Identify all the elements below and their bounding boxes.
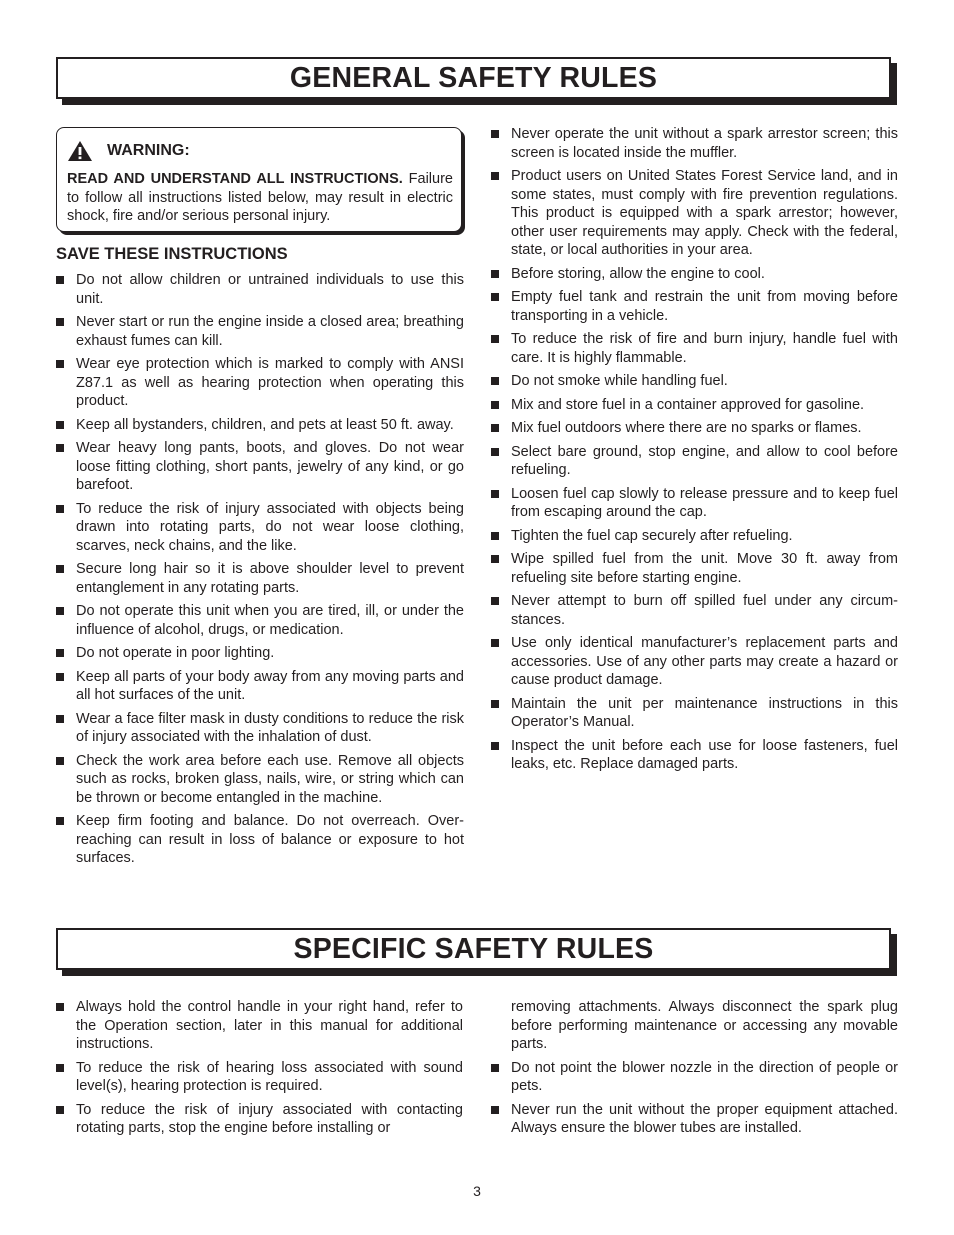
list-item-text: Wipe spilled fuel from the unit. Move 30 ft. away from refueling site before starting engine. [511,551,898,586]
general-left-column [56,271,464,873]
list-item-text: Wear heavy long pants, boots, and gloves. Do not wear loose fitting clothing, short pants, jewelry of any kind, or go barefoot. [76,440,464,493]
bullet-square-icon [56,318,64,326]
save-instructions-heading: SAVE THESE INSTRUCTIONS [56,245,288,263]
bullet-square-icon [491,270,499,278]
bullet-square-icon [491,639,499,647]
general-right-column [491,125,898,779]
bullet-square-icon [491,130,499,138]
specific-left-list [56,998,463,1138]
bullet-square-icon [491,700,499,708]
list-item-text: Product users on United States Forest Service land, and in some states, must comply with fire prevention regulations. This product is equipped with a spark arrestor; however, other user requirements may apply. Check with the federal, state, or local authorities in your area. [511,168,898,258]
list-item-text: Do not operate this unit when you are tired, ill, or under the influence of alcohol, drugs, or medication. [76,603,464,638]
bullet-square-icon [56,444,64,452]
list-item-text: Before storing, allow the engine to cool. [511,265,765,282]
list-item-text: Never operate the unit without a spark arrestor screen; this screen is located inside the muffler. [511,126,898,161]
list-item-text: Keep all parts of your body away from any moving parts and all hot surfaces of the unit. [76,668,464,703]
list-item [56,998,463,1054]
list-item [491,737,898,774]
bullet-square-icon [56,565,64,573]
list-item [56,710,464,747]
continuation-text: removing attachments. Always disconnect the spark plug before performing maintenance or accessing any movable parts. [511,999,898,1052]
warning-triangle-icon [67,140,93,162]
list-item-text: Wear eye protection which is marked to comply with ANSI Z87.1 as well as hearing protection when operating this product. [76,356,464,409]
list-item [56,1059,463,1096]
list-item [56,313,464,350]
list-item [491,288,898,325]
bullet-square-icon [491,1106,499,1114]
specific-right-continuation [491,998,898,1054]
bullet-square-icon [56,757,64,765]
list-item-text: Select bare ground, stop engine, and allow to cool before refueling. [511,443,898,478]
bullet-square-icon [56,505,64,513]
list-item [491,372,898,391]
bullet-square-icon [491,532,499,540]
list-item [491,443,898,480]
list-item [491,1059,898,1096]
list-item [56,271,464,308]
bullet-square-icon [491,742,499,750]
list-item-text: Maintain the unit per maintenance instructions in this Operator’s Manual. [511,695,898,730]
list-item-text: Never attempt to burn off spilled fuel under any circumstances. [511,593,898,628]
bullet-square-icon [56,421,64,429]
bullet-square-icon [56,276,64,284]
page-number: 3 [473,1183,481,1199]
list-item [491,265,898,284]
list-item [56,668,464,705]
bullet-square-icon [491,377,499,385]
list-item-text: Keep firm footing and balance. Do not overreach. Overreaching can result in loss of balance or exposure to hot surfaces. [76,813,464,866]
list-item [56,752,464,808]
warning-box [56,127,462,232]
bullet-square-icon [56,649,64,657]
list-item-text: Never run the unit without the proper equipment attached. Always ensure the blower tubes are installed. [511,1101,898,1136]
bullet-square-icon [491,597,499,605]
general-right-list [491,125,898,774]
bullet-square-icon [56,1064,64,1072]
list-item [56,355,464,411]
list-item [491,125,898,162]
list-item-text: To reduce the risk of fire and burn injury, handle fuel with care. It is highly flammable. [511,331,898,366]
list-item-text: Never start or run the engine inside a closed area; breathing exhaust fumes can kill. [76,314,464,349]
list-item [491,1101,898,1138]
list-item-text: Secure long hair so it is above shoulder level to prevent entanglement in any rotating parts. [76,561,464,596]
list-item [491,485,898,522]
list-item-text: Keep all bystanders, children, and pets at least 50 ft. away. [76,416,454,433]
list-item-text: Wear a face filter mask in dusty conditions to reduce the risk of injury associated with the inhalation of dust. [76,710,464,745]
specific-safety-banner [56,928,891,970]
bullet-square-icon [491,490,499,498]
bullet-square-icon [56,1106,64,1114]
bullet-square-icon [56,715,64,723]
general-safety-title: GENERAL SAFETY RULES [289,61,658,94]
specific-safety-title: SPECIFIC SAFETY RULES [293,932,654,965]
list-item [56,812,464,868]
specific-right-column [491,998,898,1143]
list-item [56,602,464,639]
list-item [56,416,464,435]
list-item [491,695,898,732]
list-item [56,644,464,663]
list-item-text: Do not allow children or untrained individuals to use this unit. [76,272,464,307]
warning-header [67,140,190,162]
list-item [491,634,898,690]
list-item-text: Do not point the blower nozzle in the direction of people or pets. [511,1059,898,1094]
list-item [491,419,898,438]
general-safety-banner [56,57,891,99]
bullet-square-icon [491,293,499,301]
bullet-square-icon [491,448,499,456]
list-item [491,527,898,546]
bullet-square-icon [56,607,64,615]
list-item-text: Use only identical manufacturer’s replacement parts and accessories. Use of any other parts may create a hazard or cause product damage. [511,635,898,688]
list-item [491,330,898,367]
list-item [56,560,464,597]
list-item [491,167,898,260]
bullet-square-icon [56,673,64,681]
list-item [56,500,464,556]
bullet-square-icon [56,360,64,368]
warning-bold-text: READ AND UNDERSTAND ALL INSTRUCTIONS. [67,171,403,187]
list-item-text: To reduce the risk of injury associated with contacting rotating parts, stop the engine before installing or [76,1101,463,1136]
list-item-text: Inspect the unit before each use for loose fasteners, fuel leaks, etc. Replace damaged parts. [511,737,898,772]
list-item-text: Mix fuel outdoors where there are no sparks or flames. [511,420,862,436]
list-item-text: To reduce the risk of hearing loss associated with sound level(s), hearing protection is required. [76,1059,463,1094]
list-item-text: Mix and store fuel in a container approved for gasoline. [511,396,865,413]
list-item-text: Empty fuel tank and restrain the unit from moving before transporting in a vehicle. [511,289,898,324]
list-item-text: Check the work area before each use. Remove all objects such as rocks, broken glass, nails, wire, or string which can be thrown or become entangled in the machine. [76,752,464,806]
specific-right-list [491,998,898,1138]
warning-label: WARNING: [107,142,190,159]
list-item-text: Tighten the fuel cap securely after refueling. [511,527,793,544]
list-item-text: Loosen fuel cap slowly to release pressure and to keep fuel from escaping around the cap. [511,485,898,520]
bullet-square-icon [56,1003,64,1011]
bullet-square-icon [56,817,64,825]
general-left-list [56,271,464,868]
list-item [491,396,898,415]
list-item [491,550,898,587]
bullet-square-icon [491,335,499,343]
list-item [491,592,898,629]
list-item-text: To reduce the risk of injury associated with objects being drawn into rotating parts, do not wear loose clothing, scarves, neck chains, and the like. [76,500,464,554]
list-item-text: Do not operate in poor lighting. [76,645,275,661]
bullet-square-icon [491,1064,499,1072]
bullet-square-icon [491,424,499,432]
bullet-square-icon [491,401,499,409]
warning-body-text: Failure to follow all instructions listed below, may result in electric shock, fire and/or serious personal injury. [67,171,453,224]
bullet-square-icon [491,172,499,180]
list-item [56,439,464,495]
list-item-text: Always hold the control handle in your right hand, refer to the Operation section, later in this manual for additional instructions. [76,999,463,1052]
warning-text [67,170,453,226]
bullet-square-icon [491,555,499,563]
specific-left-column [56,998,463,1143]
list-item-text: Do not smoke while handling fuel. [511,373,728,389]
list-item [56,1101,463,1138]
